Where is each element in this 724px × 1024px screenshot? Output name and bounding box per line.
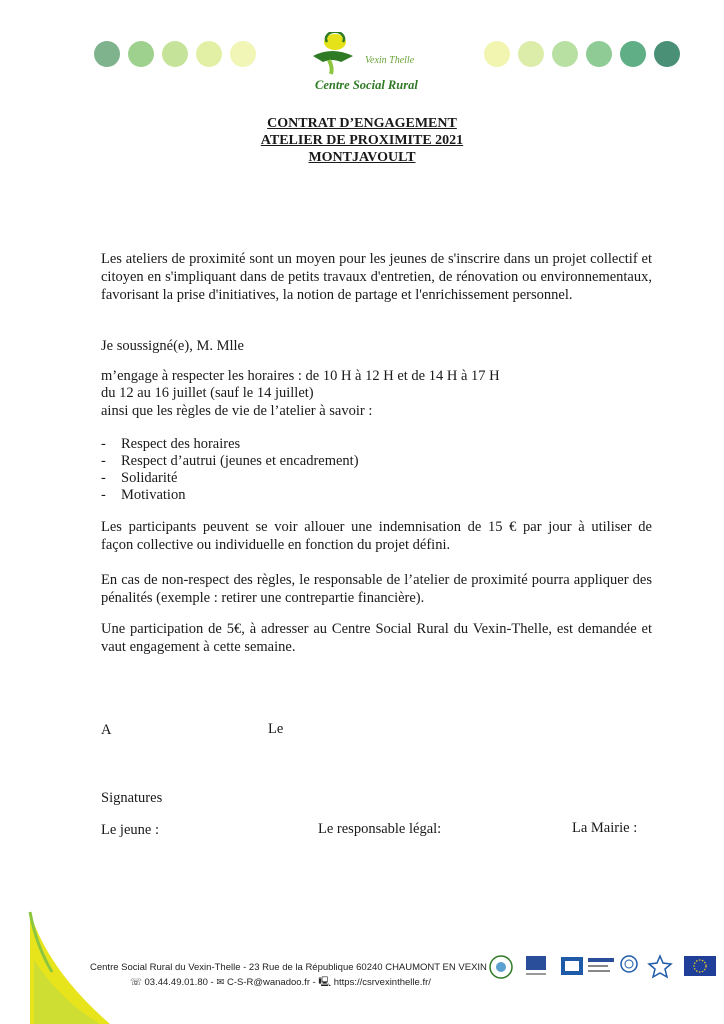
partner-logo-icon — [646, 954, 674, 980]
list-item: - Respect des horaires — [101, 436, 241, 452]
dot — [654, 41, 680, 67]
title-line-1: CONTRAT D’ENGAGEMENT — [267, 116, 457, 131]
decorative-dots-right — [484, 41, 680, 67]
dot — [162, 41, 188, 67]
partner-logo-icon — [617, 954, 641, 980]
dot — [94, 41, 120, 67]
list-item: - Respect d’autrui (jeunes et encadrement) — [101, 453, 359, 469]
signatures-label: Signatures — [101, 790, 163, 806]
indemnisation-paragraph — [101, 518, 652, 554]
indemnisation-line: façon collective ou individuelle en fonction du projet défini. — [101, 537, 451, 553]
intro-line: favorisant la prise d'initiatives, la notion de partage et l'enrichissement personnel. — [101, 287, 573, 303]
youth-signature-label: Le jeune : — [101, 822, 159, 838]
intro-paragraph — [101, 250, 652, 304]
engagement-line: ainsi que les règles de vie de l’atelier à savoir : — [101, 403, 373, 419]
fee-paragraph — [101, 620, 652, 656]
partner-logo-icon — [559, 954, 585, 980]
guardian-signature-label: Le responsable légal: — [318, 821, 442, 837]
dot — [552, 41, 578, 67]
dot — [518, 41, 544, 67]
eu-flag-icon — [684, 954, 716, 980]
rule-text: Solidarité — [121, 470, 178, 486]
dot — [128, 41, 154, 67]
mairie-signature-label: La Mairie : — [572, 820, 638, 836]
rule-text: Respect des horaires — [121, 436, 241, 452]
logo-subtitle: Vexin Thelle — [365, 55, 415, 66]
decorative-dots-left — [94, 41, 256, 67]
dot — [196, 41, 222, 67]
title-line-2: ATELIER DE PROXIMITE 2021 — [260, 133, 464, 148]
penalty-paragraph — [101, 571, 652, 607]
penalty-line: En cas de non-respect des règles, le responsable de l’atelier de proximité pourra appliquer des — [101, 572, 652, 588]
intro-line: Les ateliers de proximité sont un moyen pour les jeunes de s'inscrire dans un projet collectif et — [101, 251, 652, 267]
logo-title: Centre Social Rural — [315, 78, 418, 92]
rule-text: Respect d’autrui (jeunes et encadrement) — [121, 453, 359, 469]
rules-list — [101, 436, 359, 504]
partner-logo-icon — [483, 954, 519, 980]
indemnisation-line: Les participants peuvent se voir allouer une indemnisation de 15 € par jour à utiliser de — [101, 519, 652, 535]
footer-address: Centre Social Rural du Vexin-Thelle - 23 Rue de la République 60240 CHAUMONT EN VEXIN — [90, 962, 487, 973]
dot — [620, 41, 646, 67]
engagement-line: du 12 au 16 juillet (sauf le 14 juillet) — [101, 385, 314, 401]
logo-figure-icon — [307, 32, 437, 104]
list-item: - Solidarité — [101, 470, 178, 486]
date-label: Le — [268, 721, 284, 737]
title-line-3: MONTJAVOULT — [308, 150, 416, 165]
place-label: A — [101, 722, 112, 738]
rule-text: Motivation — [121, 487, 186, 503]
partner-logo-icon — [522, 954, 550, 980]
list-item: - Motivation — [101, 487, 186, 503]
partner-logo-icon — [587, 954, 615, 980]
fee-line: vaut engagement à cette semaine. — [101, 639, 296, 655]
intro-line: citoyen en s'impliquant dans de petits travaux d'entretien, de rénovation ou environnementaux, — [101, 269, 652, 285]
dot — [484, 41, 510, 67]
fee-line: Une participation de 5€, à adresser au Centre Social Rural du Vexin-Thelle, est demandée et — [101, 621, 652, 637]
dot — [586, 41, 612, 67]
engagement-paragraph — [101, 367, 652, 420]
undersigned-line: Je soussigné(e), M. Mlle — [101, 338, 244, 354]
penalty-line: pénalités (exemple : retirer une contrepartie financière). — [101, 590, 425, 606]
footer-contact: ☏ 03.44.49.01.80 - ✉ C-S-R@wanadoo.fr - 🖳 https://csrvexinthelle.fr/ — [130, 977, 431, 988]
dot — [230, 41, 256, 67]
engagement-line: m’engage à respecter les horaires : de 10 H à 12 H et de 14 H à 17 H — [101, 368, 500, 384]
